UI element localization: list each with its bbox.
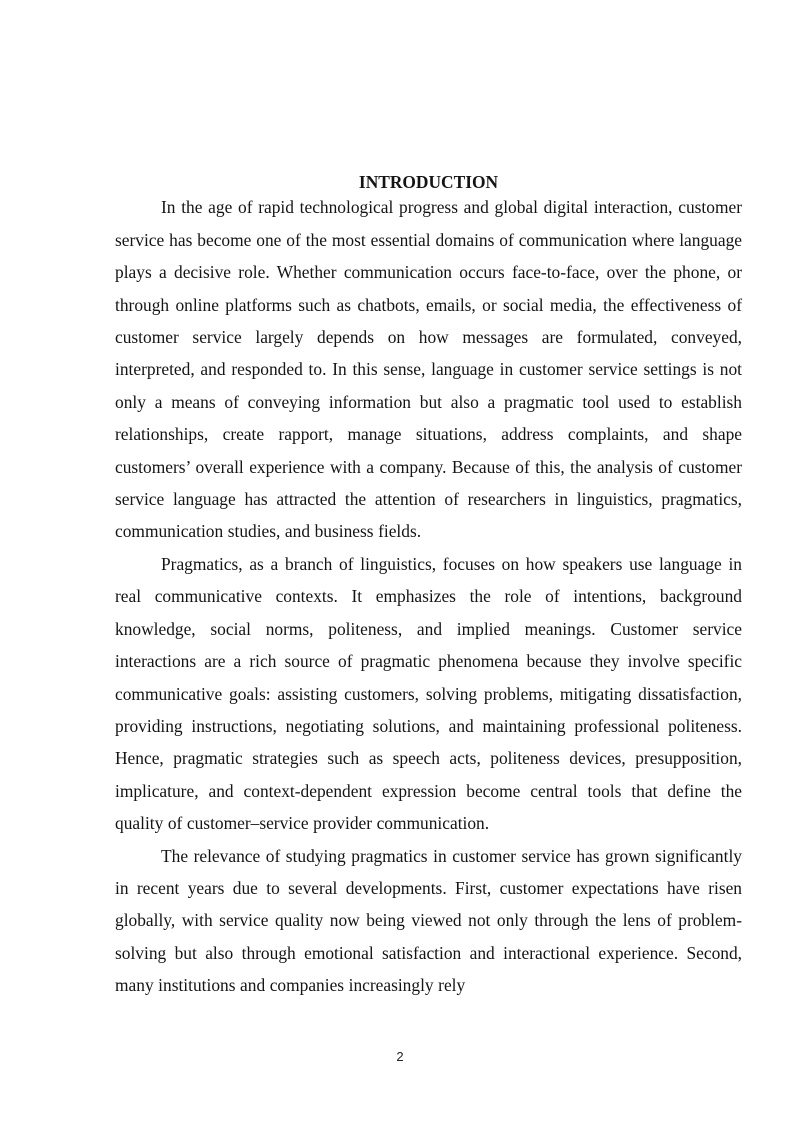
page-content xyxy=(115,166,742,1002)
paragraph-2: Pragmatics, as a branch of linguistics, focuses on how speakers use language in real communicative contexts. It emphasizes the role of intentions, background knowledge, social norms, politeness, and implied meanings. Customer service interactions are a rich source of pragmatic phenomena because they involve specific communicative goals: assisting customers, solving problems, mitigating dissatisfaction, providing instructions, negotiating solutions, and maintaining professional politeness. Hence, pragmatic strategies such as speech acts, politeness devices, presupposition, implicature, and context-dependent expression become central tools that define the quality of customer–service provider communication. xyxy=(115,553,742,834)
section-heading: INTRODUCTION xyxy=(358,172,499,192)
paragraph-1: In the age of rapid technological progress and global digital interaction, customer service has become one of the most essential domains of communication where language plays a decisive role. Whether communication occurs face-to-face, over the phone, or through online platforms such as chatbots, emails, or social media, the effectiveness of customer service largely depends on how messages are formulated, conveyed, interpreted, and responded to. In this sense, language in customer service settings is not only a means of conveying information but also a pragmatic tool used to establish relationships, create rapport, manage situations, address complaints, and shape customers’ overall experience with a company. Because of this, the analysis of customer service language has attracted the attention of researchers in linguistics, pragmatics, communication studies, and business fields. xyxy=(115,197,742,542)
page-number: 2 xyxy=(396,1049,404,1064)
paragraph-3: The relevance of studying pragmatics in customer service has grown significantly in recent years due to several developments. First, customer expectations have risen globally, with service quality now being viewed not only through the lens of problem-solving but also through emotional satisfaction and interactional experience. Second, many institutions and companies increasingly rely xyxy=(115,845,742,996)
